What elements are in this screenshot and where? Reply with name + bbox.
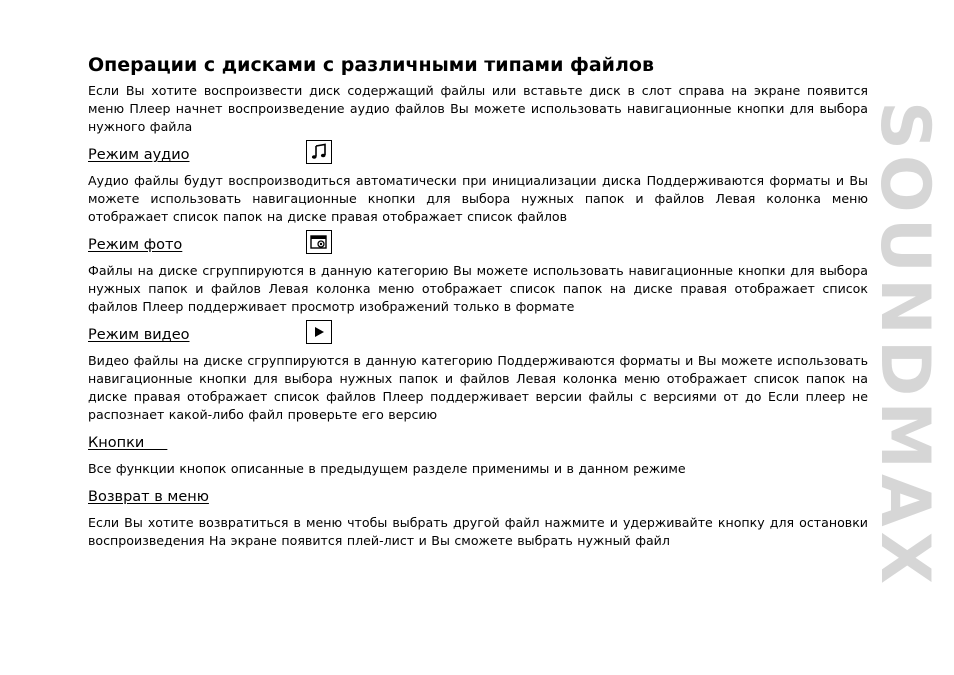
- section-heading-row: [88, 140, 868, 168]
- section-heading: Режим аудио: [88, 147, 190, 163]
- photo-icon: [306, 230, 332, 254]
- section-video: [88, 320, 868, 424]
- page-title: Операции с дисками с различными типами файлов: [88, 54, 654, 76]
- section-buttons: [88, 428, 868, 478]
- section-heading-row: [88, 428, 868, 456]
- section-heading-row: [88, 230, 868, 258]
- section-text: Аудио файлы будут воспроизводиться автоматически при инициализации диска Поддерживаются форматы и Вы можете использовать навигационные кнопки для выбора нужных папок и файлов Левая колонка меню отображает список папок на диске правая отображает список файлов: [88, 173, 868, 224]
- brand-logo-text: SOUNDMAX: [865, 100, 945, 590]
- section-text: Если Вы хотите возвратиться в меню чтобы выбрать другой файл нажмите и удерживайте кнопку для остановки воспроизведения На экране появится плей-лист и Вы сможете выбрать нужный файл: [88, 515, 868, 548]
- section-text: Файлы на диске сгруппируются в данную категорию Вы можете использовать навигационные кнопки для выбора нужных папок и файлов Левая колонка меню отображает список папок на диске правая отображает список файлов Плеер поддерживает просмотр изображений только в формате: [88, 263, 868, 314]
- play-icon: [306, 320, 332, 344]
- brand-watermark: [864, 58, 944, 632]
- page-content: [88, 52, 868, 550]
- section-return-to-menu: [88, 482, 868, 550]
- music-note-icon: [306, 140, 332, 164]
- section-heading: Кнопки: [88, 435, 168, 451]
- section-text: Видео файлы на диске сгруппируются в данную категорию Поддерживаются форматы и Вы можете использовать навигационные кнопки для выбора нужных папок и файлов Левая колонка меню отображает список папок на диске правая отображает список файлов Плеер поддерживает версии файлы с версиями от до Если плеер не распознает какой-либо файл проверьте его версию: [88, 353, 868, 422]
- section-heading-row: [88, 320, 868, 348]
- section-heading-row: [88, 482, 868, 510]
- intro-paragraph: Если Вы хотите воспроизвести диск содержащий файлы или вставьте диск в слот справа на экране появится меню Плеер начнет воспроизведение аудио файлов Вы можете использовать навигационные кнопки для выбора нужного файла: [88, 83, 868, 134]
- section-heading: Возврат в меню: [88, 489, 209, 505]
- section-heading: Режим видео: [88, 327, 190, 343]
- section-text: Все функции кнопок описанные в предыдущем разделе применимы и в данном режиме: [88, 461, 686, 476]
- section-heading: Режим фото: [88, 237, 183, 253]
- section-audio: [88, 140, 868, 226]
- section-photo: [88, 230, 868, 316]
